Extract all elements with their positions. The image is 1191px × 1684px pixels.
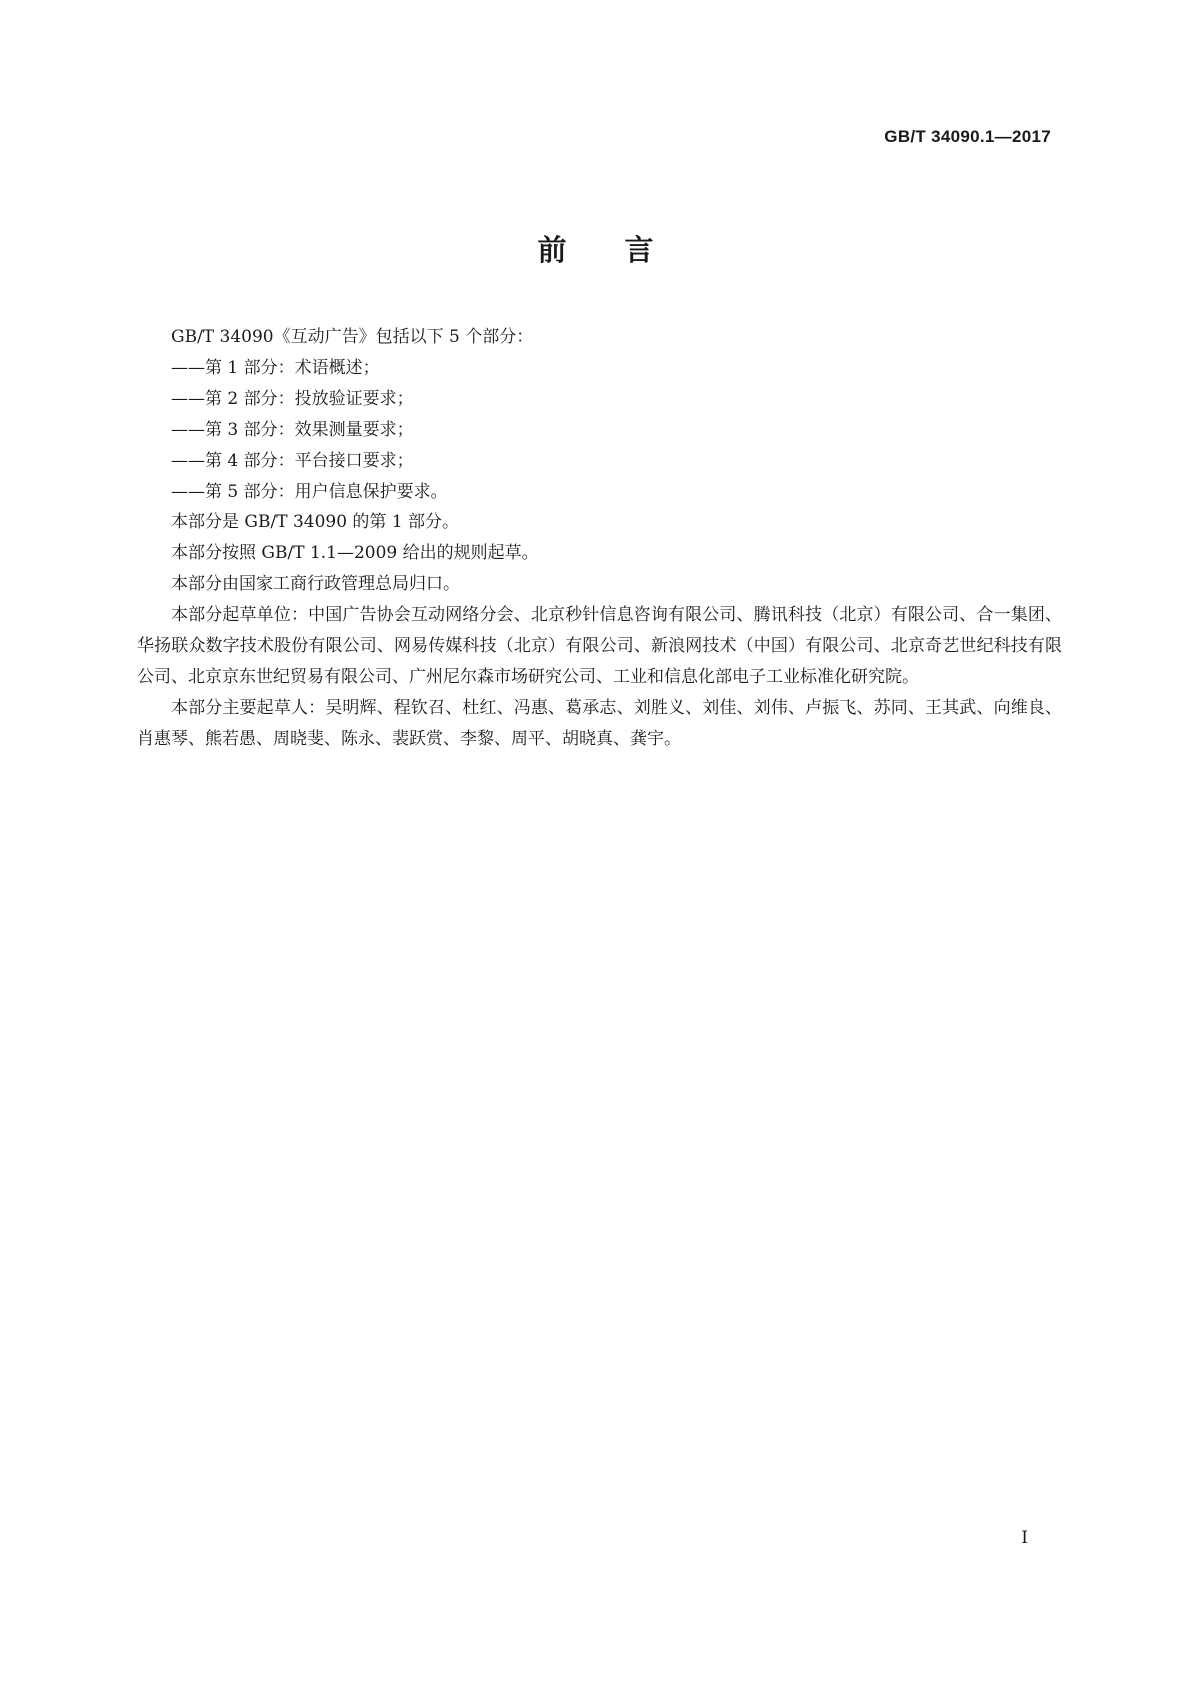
list-item: ——第 3 部分：效果测量要求；: [171, 419, 414, 440]
drafting-units-paragraph: 本部分起草单位：中国广告协会互动网络分会、北京秒针信息咨询有限公司、腾讯科技（北京）有限公司、合一集团、华扬联众数字技术股份有限公司、网易传媒科技（北京）有限公司、新浪网技术（中国）有限公司、北京奇艺世纪科技有限公司、北京京东世纪贸易有限公司、广州尼尔森市场研究公司、工业和信息化部电子工业标准化研究院。: [137, 605, 1062, 687]
standard-code: GB/T 34090.1—2017: [884, 127, 1051, 146]
intro-paragraph: GB/T 34090《互动广告》包括以下 5 个部分：: [171, 327, 534, 347]
centralized-by-paragraph: 本部分由国家工商行政管理总局归口。: [171, 574, 460, 595]
drafters-paragraph: 本部分主要起草人：吴明辉、程钦召、杜红、冯惠、葛承志、刘胜义、刘佳、刘伟、卢振飞、苏同、王其武、向维良、肖惠琴、熊若愚、周晓斐、陈永、裴跃赏、李黎、周平、胡晓真、龚宇。: [137, 697, 1062, 749]
part-statement-paragraph: 本部分是 GB/T 34090 的第 1 部分。: [171, 512, 460, 533]
parts-list: [137, 353, 1062, 508]
list-item: ——第 2 部分：投放验证要求；: [171, 388, 414, 409]
document-body: [137, 322, 1062, 755]
list-item: ——第 5 部分：用户信息保护要求。: [171, 481, 448, 502]
list-item: ——第 4 部分：平台接口要求；: [171, 450, 414, 471]
page-number: I: [1021, 1528, 1028, 1548]
list-item: ——第 1 部分：术语概述；: [171, 357, 380, 378]
drafting-rules-paragraph: 本部分按照 GB/T 1.1—2009 给出的规则起草。: [171, 543, 539, 564]
page-title: 前言: [537, 233, 712, 267]
